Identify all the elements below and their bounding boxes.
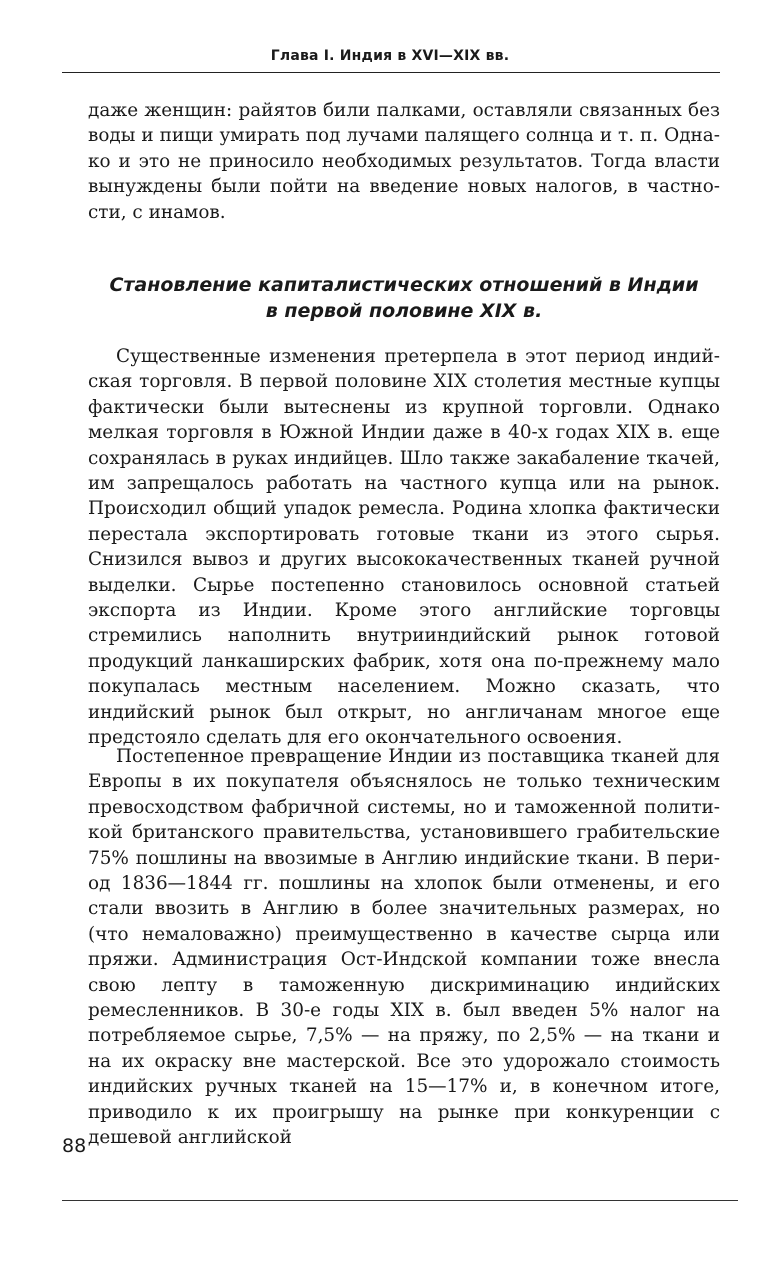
header-rule — [62, 72, 720, 73]
footer-rule — [62, 1200, 738, 1201]
paragraph-1: Существенные изменения претерпела в этот период индийская торговля. В первой половине XIX столетия местные купцы фактически были вытеснены из крупной торговли. Однако мелкая торговля в Южной Индии даже в 40-х годах XIX в. еще сохранялась в руках индийцев. Шло также закабаление ткачей, им запрещалось работать на частного купца или на рынок. Происходил общий упадок ремесла. Родина хлопка фактически перестала экспортировать готовые ткани из этого сырья. Снизился вывоз и других высококачественных тканей ручной выделки. Сырье постепенно становилось основной статьей экспорта из Индии. Кроме этого английские торговцы стремились наполнить внутрииндийский рынок готовой продукций ланкаширских фабрик, хотя она по-прежнему мало покупалась местным населением. Можно сказать, что индийский рынок был открыт, но англичанам многое еще предстояло сделать для его окончательного освоения. — [88, 346, 720, 749]
section-title — [80, 272, 728, 324]
continued-paragraph: даже женщин: райятов били палками, оставляли связанных без воды и пищи умирать под лучами палящего солнца и т. п. Однако и это не приносило необходимых результатов. Тогда власти вынуждены были пойти на введение новых налогов, в частности, с инамов. — [88, 100, 720, 223]
paragraph-2: Постепенное превращение Индии из поставщика тканей для Европы в их покупателя объяснялось не только техническим превосходством фабричной системы, но и таможенной политикой британского правительства, установившего грабительские 75% пошлины на ввозимые в Англию индийские ткани. В период 1836—1844 гг. пошлины на хлопок были отменены, и его стали ввозить в Англию в более значительных размерах, но (что немаловажно) преимущественно в качестве сырца или пряжи. Администрация Ост-Индской компании тоже внесла свою лепту в таможенную дискриминацию индийских ремесленников. В 30-е годы XIX в. был введен 5% налог на потребляемое сырье, 7,5% — на пряжу, по 2,5% — на ткани и на их окраску вне мастерской. Все это удорожало стоимость индийских ручных тканей на 15—17% и, в конечном итоге, приводило к их проигрышу на рынке при конкуренции с дешевой английской — [88, 746, 720, 1149]
section-title-line-2: в первой половине XIX в. — [265, 300, 543, 322]
page-number: 88 — [62, 1135, 87, 1157]
section-title-line-1: Становление капиталистических отношений в Индии — [109, 274, 699, 296]
running-head: Глава I. Индия в XVI—XIX вв. — [270, 48, 510, 64]
